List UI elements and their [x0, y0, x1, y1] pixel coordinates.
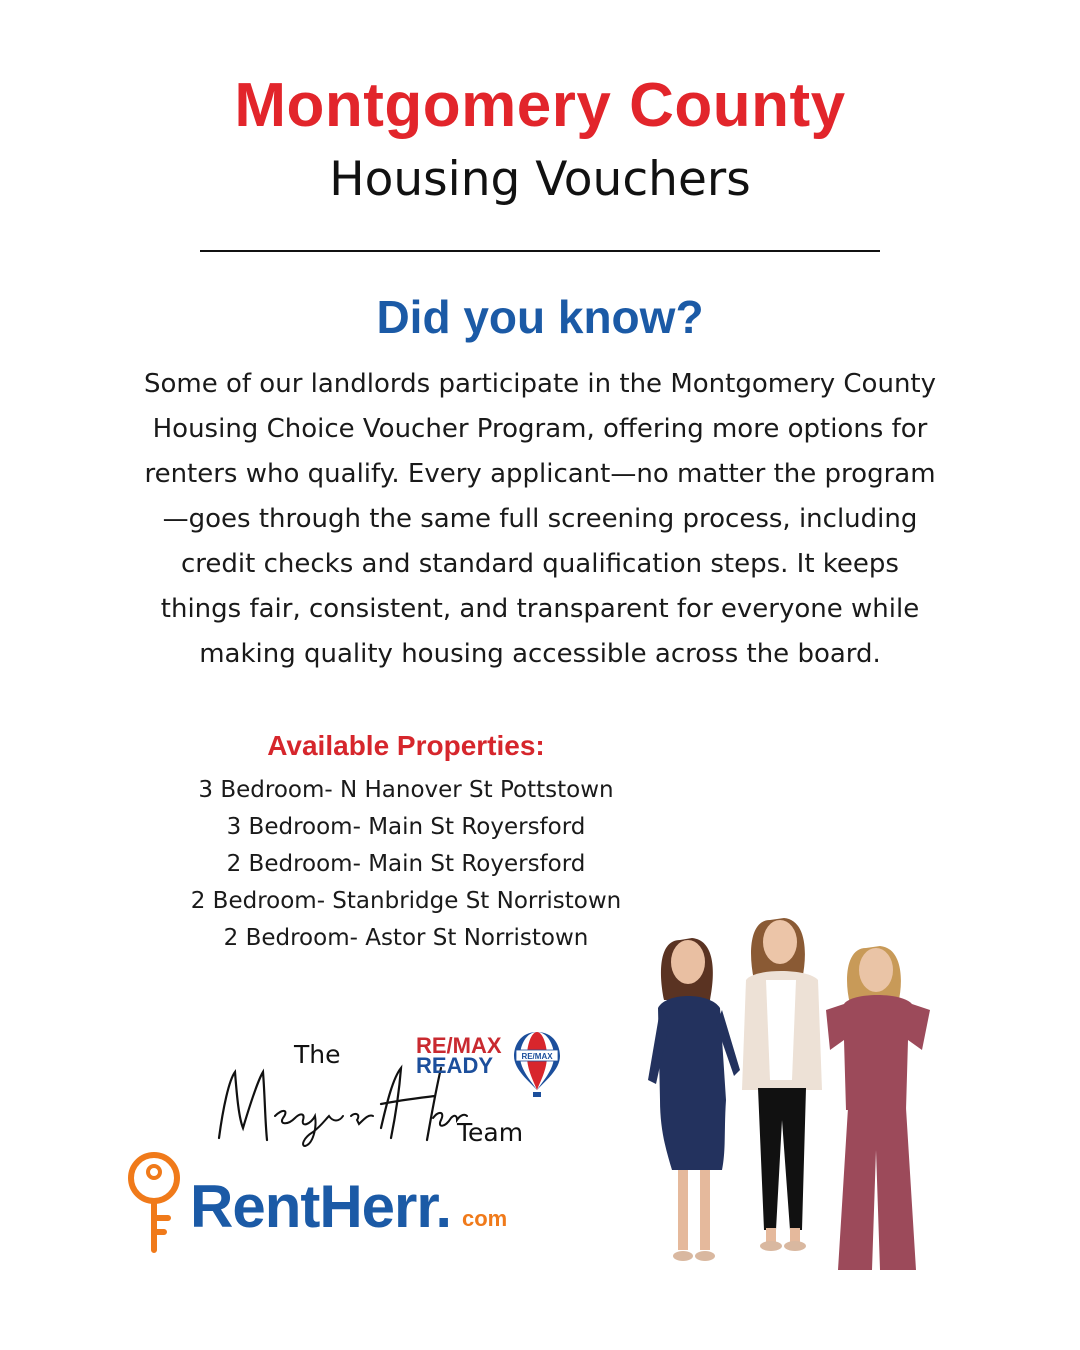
team-prefix: The: [294, 1040, 341, 1069]
team-photo: [630, 900, 960, 1280]
balloon-label: RE/MAX: [521, 1052, 553, 1061]
info-line: renters who qualify. Every applicant—no matter the program: [144, 459, 936, 489]
team-suffix: Team: [457, 1118, 524, 1147]
remax-wordmark: RE/MAX: [416, 1033, 502, 1058]
property-item: 3 Bedroom- N Hanover St Pottstown: [198, 777, 614, 803]
info-line: —goes through the same full screening process, including: [162, 504, 918, 534]
info-line: Some of our landlords participate in the Montgomery County: [143, 369, 937, 399]
property-item: 2 Bedroom- Stanbridge St Norristown: [190, 888, 622, 914]
person-middle: [742, 918, 822, 1251]
remax-balloon-icon: [512, 1030, 562, 1100]
info-paragraph: [110, 362, 970, 677]
person-right: [826, 946, 930, 1270]
ready-wordmark: READY: [416, 1053, 494, 1078]
rentherr-wordmark: RentHerr.: [190, 1173, 452, 1240]
rentherr-tld: com: [462, 1206, 508, 1231]
property-item: 2 Bedroom- Astor St Norristown: [223, 925, 589, 951]
info-heading: Did you know?: [376, 291, 704, 343]
info-line: things fair, consistent, and transparent for everyone while: [160, 594, 920, 624]
properties-list: [106, 772, 706, 957]
page-subtitle: Housing Vouchers: [329, 152, 751, 207]
property-item: 2 Bedroom- Main St Royersford: [226, 851, 586, 877]
divider: [200, 250, 880, 252]
key-icon: [124, 1150, 188, 1258]
info-line: credit checks and standard qualification steps. It keeps: [181, 549, 899, 579]
page-title: Montgomery County: [234, 71, 846, 140]
remax-ready-logo: [416, 1033, 502, 1078]
property-item: 3 Bedroom- Main St Royersford: [226, 814, 586, 840]
info-line: Housing Choice Voucher Program, offering more options for: [152, 414, 928, 444]
properties-heading: Available Properties:: [267, 730, 545, 761]
person-left: [648, 938, 740, 1261]
info-line: making quality housing accessible across the board.: [199, 639, 881, 669]
